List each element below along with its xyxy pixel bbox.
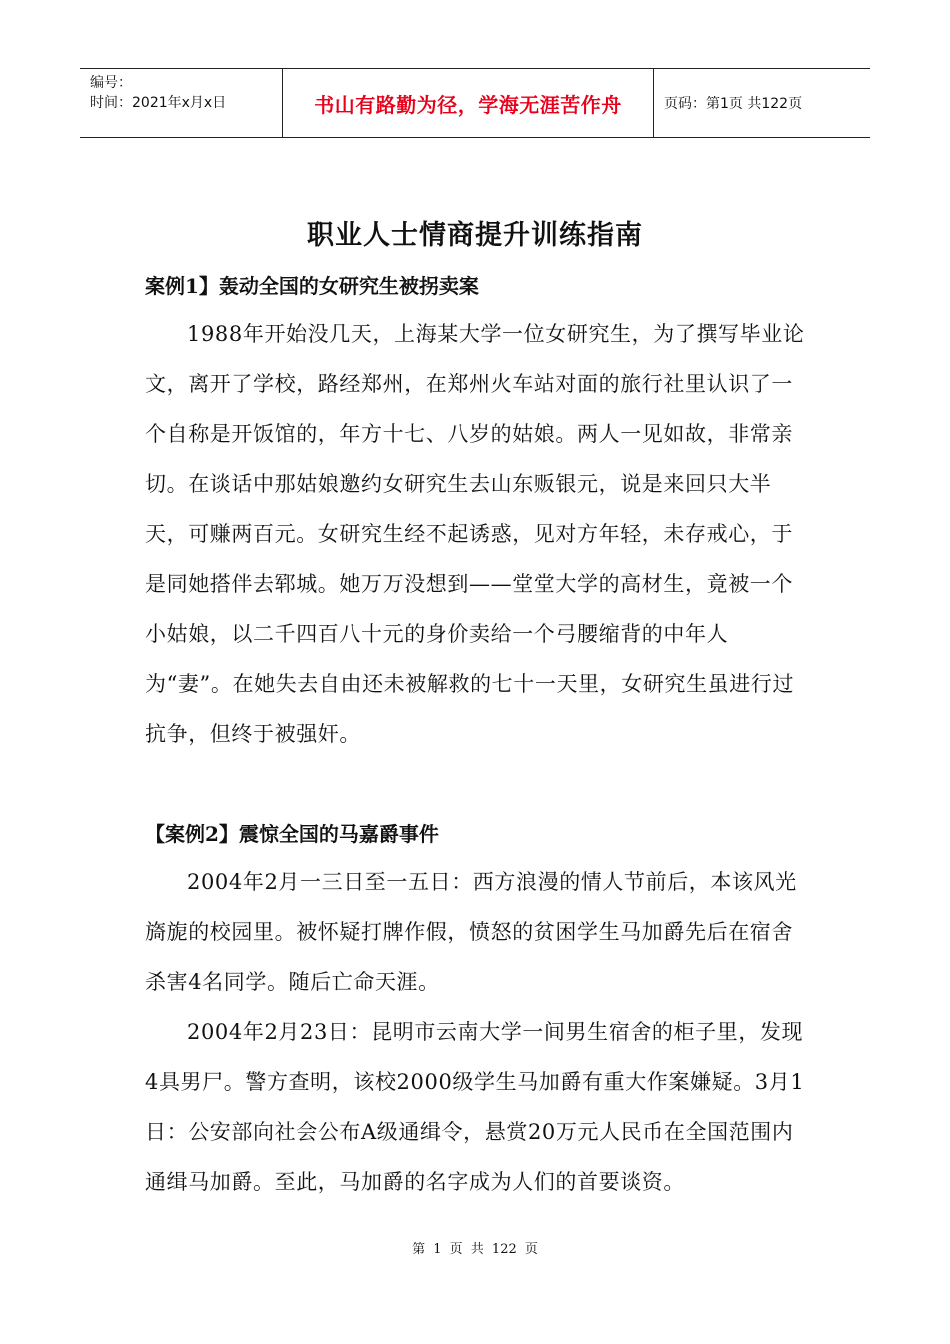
number-label: 编号： [90, 75, 132, 91]
header-page-info: 页码：第1页 共122页 [664, 96, 803, 112]
case2-paragraph-1: 2004年2月一三日至一五日：西方浪漫的情人节前后，本该风光旖旎的校园里。被怀疑打牌作假，愤怒的贫困学生马加爵先后在宿舍杀害4名同学。随后亡命天涯。 [145, 870, 797, 994]
document-title: 职业人士情商提升训练指南 [307, 220, 643, 251]
date-label: 时间：2021年x月x日 [90, 95, 227, 111]
case2-paragraph-2: 2004年2月23日：昆明市云南大学一间男生宿舍的柜子里，发现4具男尸。警方查明，该校2000级学生马加爵有重大作案嫌疑。3月1日：公安部向社会公布A级通缉令，悬赏20万元人民币在全国范围内通缉马加爵。至此，马加爵的名字成为人们的首要谈资。 [145, 1020, 805, 1194]
page-header [80, 68, 870, 138]
case1-heading: 案例1】轰动全国的女研究生被拐卖案 [145, 274, 479, 298]
case1-paragraph: 1988年开始没几天，上海某大学一位女研究生，为了撰写毕业论文，离开了学校，路经郑州，在郑州火车站对面的旅行社里认识了一个自称是开饭馆的，年方十七、八岁的姑娘。两人一见如故，非常亲切。在谈话中那姑娘邀约女研究生去山东贩银元，说是来回只大半天，可赚两百元。女研究生经不起诱惑，见对方年轻，未存戒心，于是同她搭伴去郓城。她万万没想到——堂堂大学的高材生，竟被一个小姑娘，以二千四百八十元的身价卖给一个弓腰缩背的中年人为“妻”。在她失去自由还未被解救的七十一天里，女研究生虽进行过抗争，但终于被强奸。 [145, 322, 805, 746]
case2-heading: 【案例2】震惊全国的马嘉爵事件 [145, 822, 439, 846]
page-footer: 第 1 页 共 122 页 [412, 1242, 538, 1257]
header-meta [80, 69, 282, 137]
header-motto: 书山有路勤为径，学海无涯苦作舟 [282, 69, 654, 137]
